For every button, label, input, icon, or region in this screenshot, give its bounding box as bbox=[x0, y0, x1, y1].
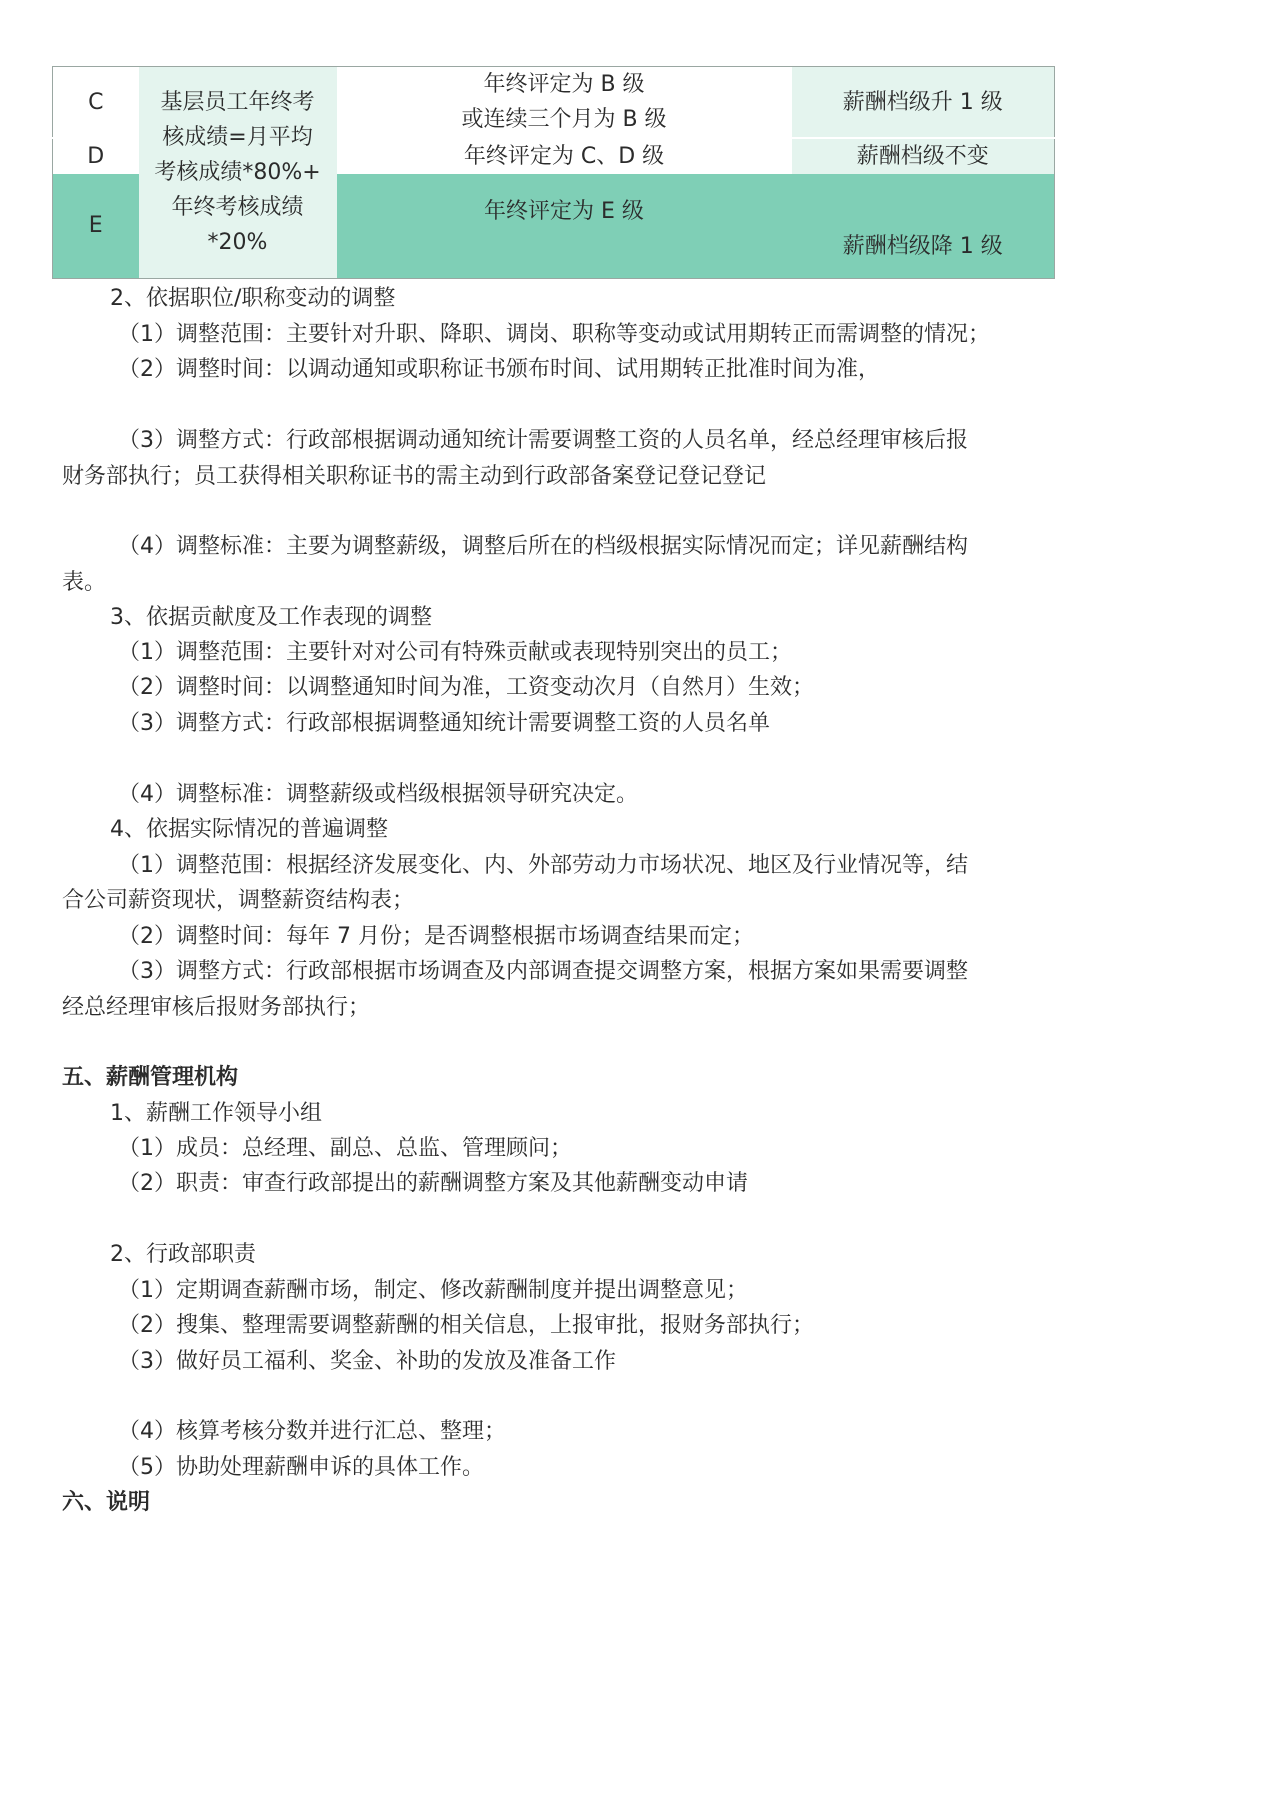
section-title: 3、依据贡献度及工作表现的调整 bbox=[110, 605, 432, 630]
paragraph-line: （5）协助处理薪酬申诉的具体工作。 bbox=[118, 1455, 484, 1480]
basis-line: 核成绩=月平均 bbox=[162, 124, 313, 150]
section-title: 2、依据职位/职称变动的调整 bbox=[110, 286, 396, 311]
result-cell: 薪酬档级升 1 级 bbox=[792, 67, 1055, 139]
paragraph-line: 合公司薪资现状，调整薪资结构表； bbox=[62, 888, 415, 913]
paragraph-line: （4）调整标准：主要为调整薪级，调整后所在的档级根据实际情况而定；详见薪酬结构 bbox=[118, 534, 968, 559]
condition-cell: 年终评定为 E 级 bbox=[337, 174, 792, 278]
grade-cell: E bbox=[53, 174, 139, 278]
basis-line: *20% bbox=[207, 229, 268, 255]
paragraph-line: （1）调整范围：主要针对对公司有特殊贡献或表现特别突出的员工； bbox=[118, 640, 792, 665]
grade-cell: C bbox=[53, 67, 139, 139]
paragraph-line: （2）搜集、整理需要调整薪酬的相关信息，上报审批，报财务部执行； bbox=[118, 1313, 814, 1338]
grade-cell: D bbox=[53, 138, 139, 174]
paragraph-line: 财务部执行；员工获得相关职称证书的需主动到行政部备案登记登记登记 bbox=[62, 464, 767, 489]
section-title: 4、依据实际情况的普遍调整 bbox=[110, 817, 388, 842]
paragraph-line: （4）调整标准：调整薪级或档级根据领导研究决定。 bbox=[118, 782, 638, 807]
paragraph-line: （2）调整时间：以调动通知或职称证书颁布时间、试用期转正批准时间为准， bbox=[118, 357, 880, 382]
paragraph-line: （1）成员：总经理、副总、总监、管理顾问； bbox=[118, 1136, 572, 1161]
paragraph-line: （1）调整范围：根据经济发展变化、内、外部劳动力市场状况、地区及行业情况等，结 bbox=[118, 853, 968, 878]
condition-cell bbox=[337, 67, 792, 139]
basis-cell bbox=[139, 67, 337, 279]
salary-adjustment-table bbox=[52, 66, 1055, 279]
condition-cell: 年终评定为 C、D 级 bbox=[337, 138, 792, 174]
section-title: 1、薪酬工作领导小组 bbox=[110, 1101, 322, 1126]
paragraph-line: （4）核算考核分数并进行汇总、整理； bbox=[118, 1419, 506, 1444]
paragraph-line: 表。 bbox=[62, 570, 107, 595]
paragraph-line: （2）调整时间：以调整通知时间为准，工资变动次月（自然月）生效； bbox=[118, 675, 814, 700]
paragraph-line: （1）调整范围：主要针对升职、降职、调岗、职称等变动或试用期转正而需调整的情况； bbox=[118, 322, 991, 347]
paragraph-line: （3）调整方式：行政部根据调动通知统计需要调整工资的人员名单，经总经理审核后报 bbox=[118, 428, 968, 453]
paragraph-line: （1）定期调查薪酬市场，制定、修改薪酬制度并提出调整意见； bbox=[118, 1278, 748, 1303]
result-cell: 薪酬档级不变 bbox=[792, 138, 1055, 174]
basis-line: 考核成绩*80%+ bbox=[154, 159, 321, 185]
paragraph-line: （3）做好员工福利、奖金、补助的发放及准备工作 bbox=[118, 1349, 616, 1374]
paragraph-line: （3）调整方式：行政部根据市场调查及内部调查提交调整方案，根据方案如果需要调整 bbox=[118, 959, 968, 984]
chapter-heading: 五、薪酬管理机构 bbox=[62, 1065, 239, 1090]
result-cell: 薪酬档级降 1 级 bbox=[792, 174, 1055, 278]
paragraph-line: 经总经理审核后报财务部执行； bbox=[62, 995, 371, 1020]
basis-line: 年终考核成绩 bbox=[171, 194, 304, 220]
paragraph-line: （2）职责：审查行政部提出的薪酬调整方案及其他薪酬变动申请 bbox=[118, 1171, 748, 1196]
condition-line: 年终评定为 B 级 bbox=[483, 72, 645, 97]
condition-line: 或连续三个月为 B 级 bbox=[461, 107, 667, 132]
paragraph-line: （2）调整时间：每年 7 月份；是否调整根据市场调查结果而定； bbox=[118, 924, 754, 949]
section-title: 2、行政部职责 bbox=[110, 1242, 256, 1267]
paragraph-line: （3）调整方式：行政部根据调整通知统计需要调整工资的人员名单 bbox=[118, 711, 770, 736]
basis-line: 基层员工年终考 bbox=[160, 89, 315, 115]
chapter-heading: 六、说明 bbox=[62, 1490, 151, 1515]
